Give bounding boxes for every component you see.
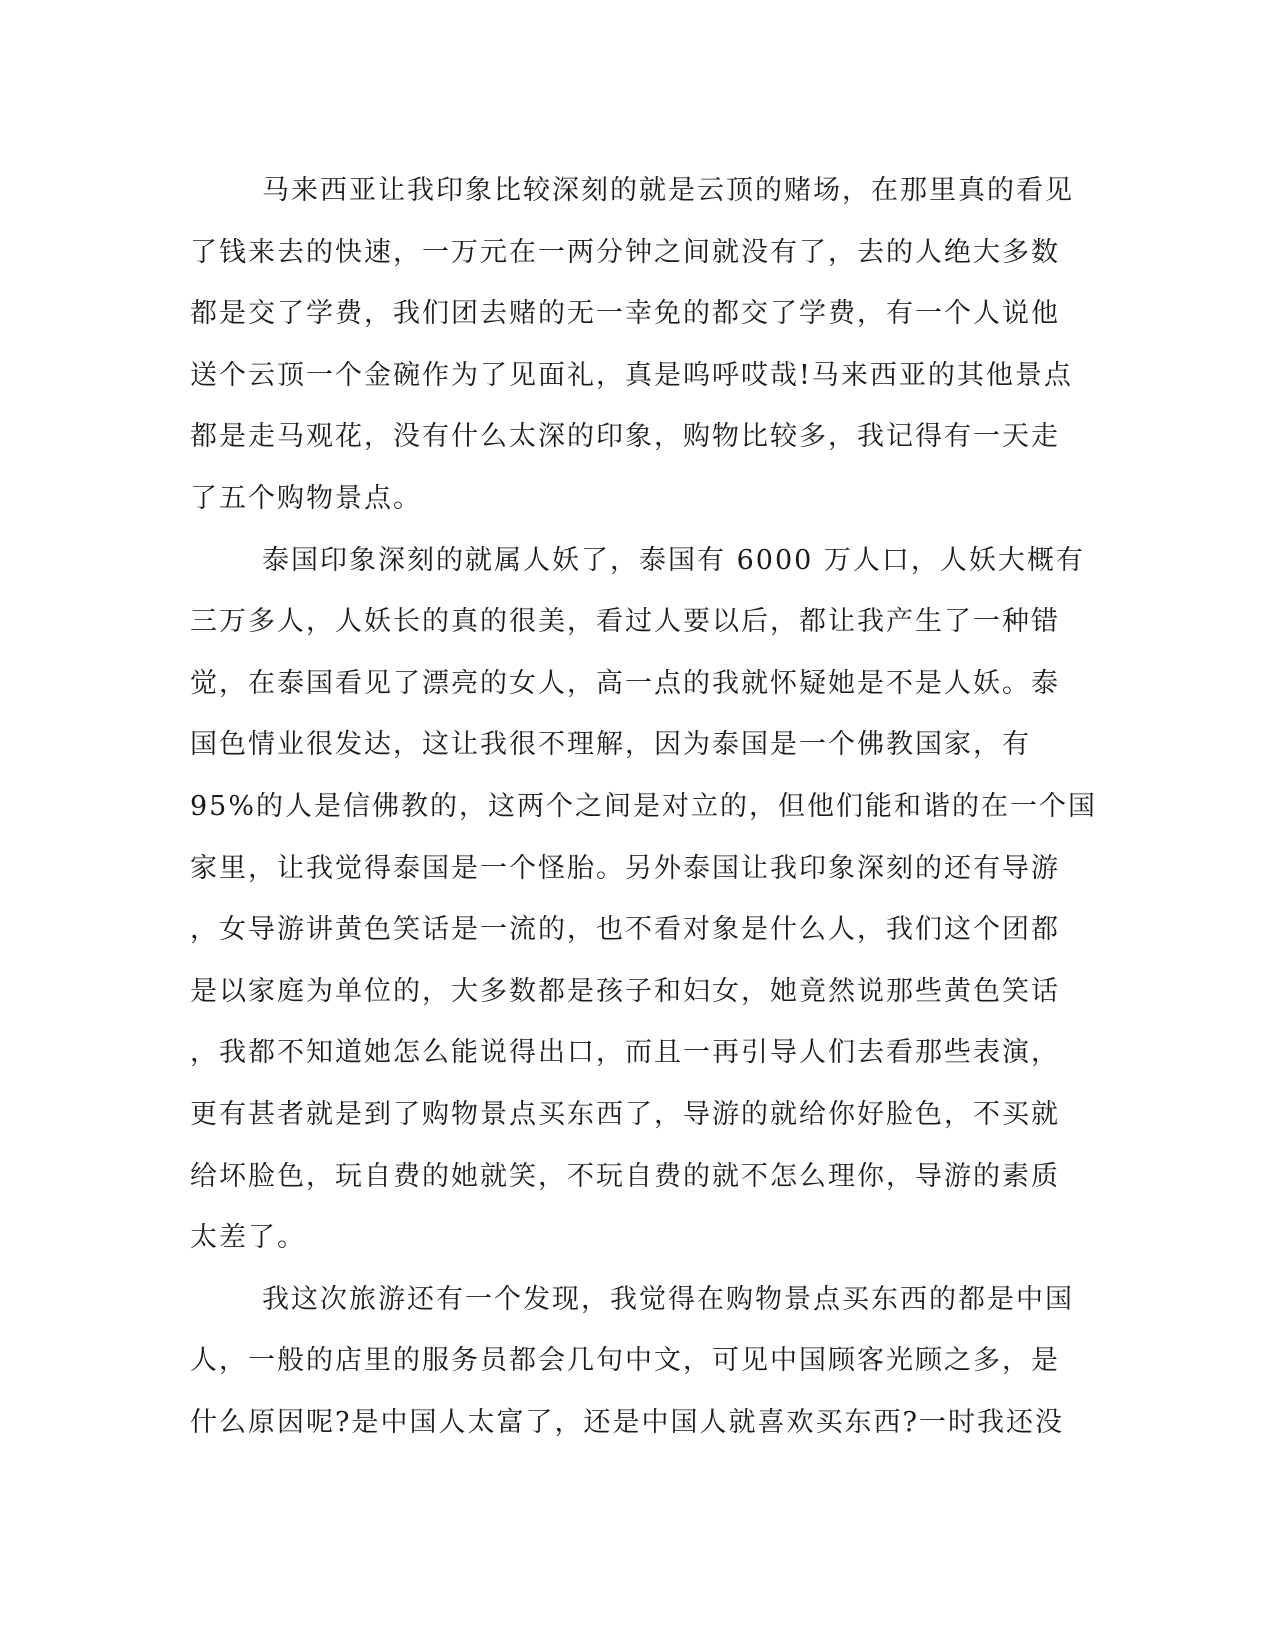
text-line: 了五个购物景点。 bbox=[190, 482, 422, 514]
text-line: ，我都不知道她怎么能说得出口，而且一再引导人们去看那些表演， bbox=[190, 1037, 1060, 1069]
text-line: ，女导游讲黄色笑话是一流的，也不看对象是什么人，我们这个团都 bbox=[190, 914, 1060, 946]
text-line: 更有甚者就是到了购物景点买东西了，导游的就给你好脸色，不买就 bbox=[190, 1098, 1060, 1130]
text-line: 送个云顶一个金碗作为了见面礼，真是呜呼哎哉!马来西亚的其他景点 bbox=[190, 359, 1073, 391]
text-line: 三万多人，人妖长的真的很美，看过人要以后，都让我产生了一种错 bbox=[190, 606, 1060, 638]
text-line: 泰国印象深刻的就属人妖了，泰国有 6000 万人口，人妖大概有 bbox=[262, 544, 1085, 576]
text-line: 给坏脸色，玩自费的她就笑，不玩自费的就不怎么理你，导游的素质 bbox=[190, 1160, 1060, 1192]
text-line: 都是交了学费，我们团去赌的无一幸免的都交了学费，有一个人说他 bbox=[190, 298, 1060, 330]
text-line: 人，一般的店里的服务员都会几句中文，可见中国顾客光顾之多，是 bbox=[190, 1345, 1060, 1377]
text-line: 都是走马观花，没有什么太深的印象，购物比较多，我记得有一天走 bbox=[190, 421, 1060, 453]
text-line: 我这次旅游还有一个发现，我觉得在购物景点买东西的都是中国 bbox=[262, 1283, 1074, 1315]
text-line: 了钱来去的快速，一万元在一两分钟之间就没有了，去的人绝大多数 bbox=[190, 236, 1060, 268]
document-body bbox=[190, 160, 1098, 1453]
text-line: 家里，让我觉得泰国是一个怪胎。另外泰国让我印象深刻的还有导游 bbox=[190, 852, 1060, 884]
text-line: 是以家庭为单位的，大多数都是孩子和妇女，她竟然说那些黄色笑话 bbox=[190, 975, 1060, 1007]
text-line: 觉，在泰国看见了漂亮的女人，高一点的我就怀疑她是不是人妖。泰 bbox=[190, 667, 1060, 699]
text-line: 太差了。 bbox=[190, 1222, 306, 1254]
text-line: 95%的人是信佛教的，这两个之间是对立的，但他们能和谐的在一个国 bbox=[190, 790, 1098, 822]
text-line: 什么原因呢?是中国人太富了，还是中国人就喜欢买东西?一时我还没 bbox=[190, 1406, 1064, 1438]
text-line: 马来西亚让我印象比较深刻的就是云顶的赌场，在那里真的看见 bbox=[262, 175, 1074, 206]
text-line: 国色情业很发达，这让我很不理解，因为泰国是一个佛教国家，有 bbox=[190, 729, 1031, 761]
